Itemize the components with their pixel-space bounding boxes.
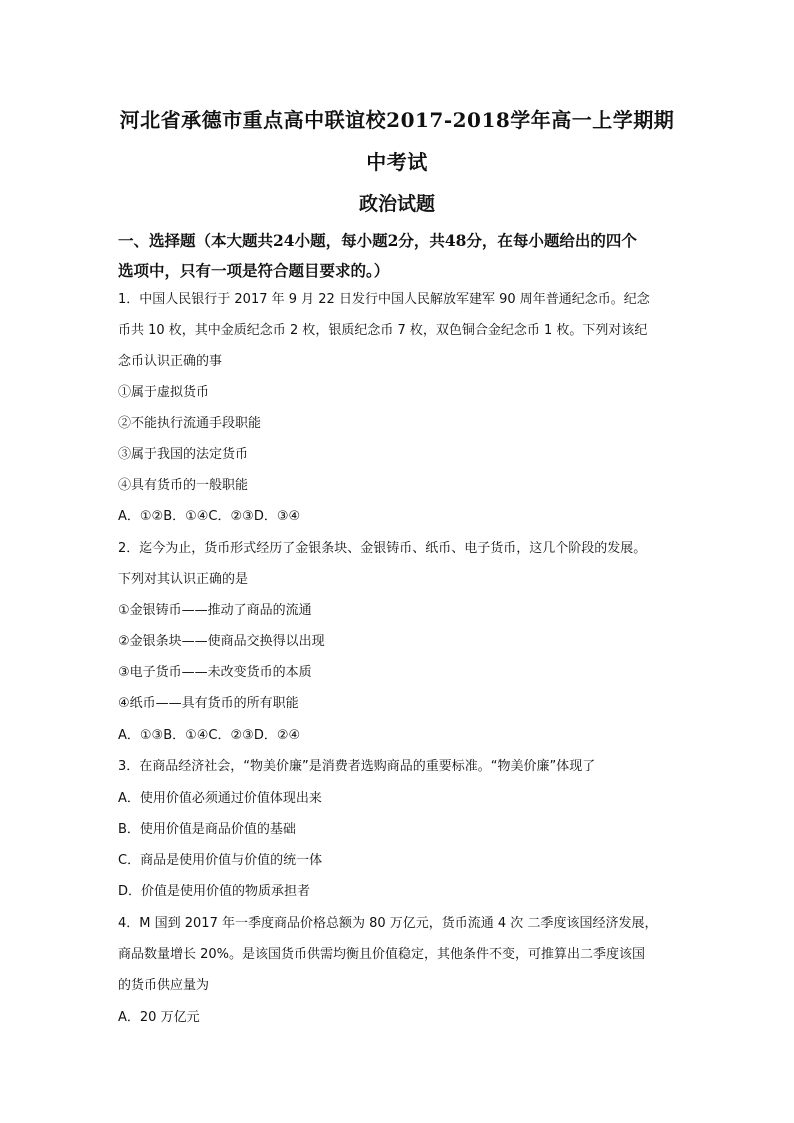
q3-option-b: B．使用价值是商品价值的基础 (118, 822, 296, 837)
q1-item-4: ④具有货币的一般职能 (118, 478, 249, 493)
section-heading-line-2: 选项中，只有一项是符合题目要求的。） (118, 261, 390, 280)
q4-stem-line-1: 4．M 国到 2017 年一季度商品价格总额为 80 万亿元，货币流通 4 次 二季度该国经济发展， (118, 916, 658, 931)
q2-item-4: ④纸币——具有货币的所有职能 (118, 696, 299, 711)
q1-item-1: ①属于虚拟货币 (118, 385, 210, 400)
q1-options: A．①②B．①④C．②③D．③④ (118, 509, 301, 524)
q4-stem-line-2: 商品数量增长 20%。是该国货币供需均衡且价值稳定，其他条件不变，可推算出二季度该国 (118, 947, 646, 962)
section-heading-line-1: 一、选择题（本大题共24小题，每小题2分，共48分，在每小题给出的四个 (118, 231, 637, 250)
q1-item-2: ②不能执行流通手段职能 (118, 416, 262, 431)
q2-stem-line-1: 2．迄今为止，货币形式经历了金银条块、金银铸币、纸币、电子货币，这几个阶段的发展。 (118, 541, 647, 556)
q3-option-c: C．商品是使用价值与价值的统一体 (118, 853, 323, 868)
document-subtitle: 政治试题 (358, 193, 435, 215)
q2-options: A．①③B．①④C．②③D．②④ (118, 728, 301, 743)
q2-item-2: ②金银条块——使商品交换得以出现 (118, 634, 325, 649)
q3-stem-line-1: 3．在商品经济社会，“物美价廉”是消费者选购商品的重要标准。“物美价廉”体现了 (118, 759, 596, 774)
q2-stem-line-2: 下列对其认识正确的是 (118, 572, 249, 587)
q4-stem-line-3: 的货币供应量为 (118, 978, 210, 993)
document-title-line-2: 中考试 (366, 150, 428, 174)
q1-item-3: ③属于我国的法定货币 (118, 447, 249, 462)
q2-item-1: ①金银铸币——推动了商品的流通 (118, 603, 312, 618)
q3-option-a: A．使用价值必须通过价值体现出来 (118, 791, 322, 806)
q2-item-3: ③电子货币——未改变货币的本质 (118, 665, 312, 680)
q1-stem-line-1: 1．中国人民银行于 2017 年 9 月 22 日发行中国人民解放军建军 90 周年普通纪念币。纪念 (118, 292, 650, 307)
q3-option-d: D．价值是使用价值的物质承担者 (118, 884, 311, 899)
q1-stem-line-2: 币共 10 枚，其中金质纪念币 2 枚，银质纪念币 7 枚，双色铜合金纪念币 1 枚。下列对该纪 (118, 323, 648, 338)
q1-stem-line-3: 念币认识正确的事 (118, 354, 223, 369)
document-title-line-1: 河北省承德市重点高中联谊校2017-2018学年高一上学期期 (119, 108, 675, 132)
q4-option-a: A．20 万亿元 (118, 1010, 200, 1025)
